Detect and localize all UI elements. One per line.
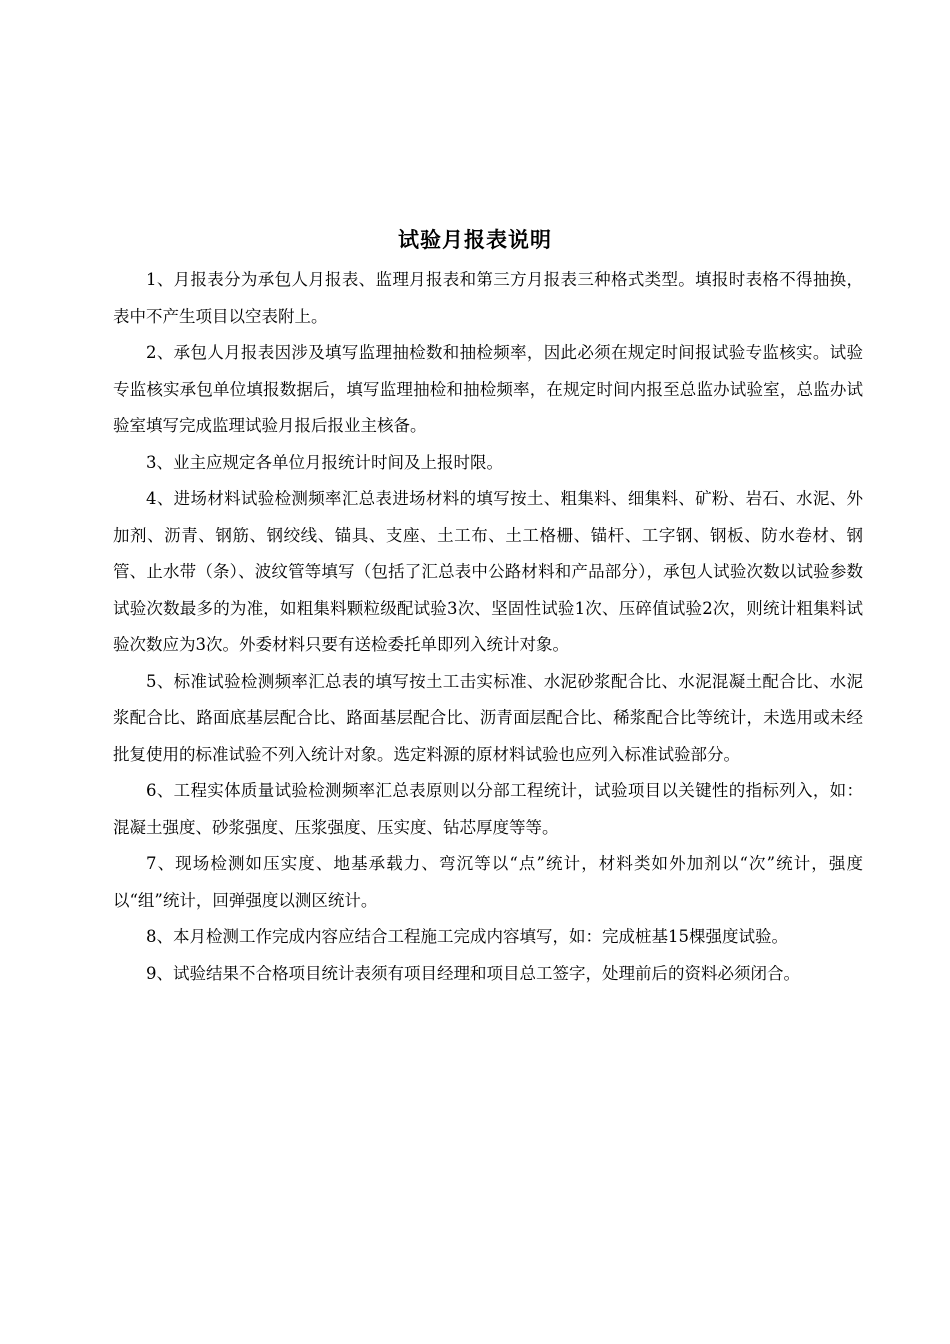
paragraph-1: 1、月报表分为承包人月报表、监理月报表和第三方月报表三种格式类型。填报时表格不得抽换，表中不产生项目以空表附上。 (113, 270, 863, 326)
paragraph-3: 3、业主应规定各单位月报统计时间及上报时限。 (146, 452, 503, 472)
paragraph-6: 6、工程实体质量试验检测频率汇总表原则以分部工程统计，试验项目以关键性的指标列入，如：混凝土强度、砂浆强度、压浆强度、压实度、钻芯厚度等等。 (113, 781, 863, 837)
paragraph-4: 4、进场材料试验检测频率汇总表进场材料的填写按土、粗集料、细集料、矿粉、岩石、水泥、外加剂、沥青、钢筋、钢绞线、锚具、支座、土工布、土工格栅、锚杆、工字钢、钢板、防水卷材、钢管、止水带（条）、波纹管等填写（包括了汇总表中公路材料和产品部分），承包人试验次数以试验参数试验次数最多的为准，如粗集料颗粒级配试验3次、坚固性试验1次、压碎值试验2次，则统计粗集料试验次数应为3次。外委材料只要有送检委托单即列入统计对象。 (113, 489, 863, 654)
document-title: 试验月报表说明 (398, 227, 552, 252)
paragraph-8: 8、本月检测工作完成内容应结合工程施工完成内容填写，如：完成桩基15棵强度试验。 (146, 927, 788, 946)
paragraph-5: 5、标准试验检测频率汇总表的填写按土工击实标准、水泥砂浆配合比、水泥混凝土配合比、水泥浆配合比、路面底基层配合比、路面基层配合比、沥青面层配合比、稀浆配合比等统计，未选用或未经批复使用的标准试验不列入统计对象。选定料源的原材料试验也应列入标准试验部分。 (113, 671, 863, 764)
paragraph-7: 7、现场检测如压实度、地基承载力、弯沉等以“点”统计，材料类如外加剂以“次”统计，强度以“组”统计，回弹强度以测区统计。 (113, 854, 863, 910)
paragraph-2: 2、承包人月报表因涉及填写监理抽检数和抽检频率，因此必须在规定时间报试验专监核实。试验专监核实承包单位填报数据后，填写监理抽检和抽检频率，在规定时间内报至总监办试验室，总监办试验室填写完成监理试验月报后报业主核备。 (113, 343, 863, 435)
paragraph-9: 9、试验结果不合格项目统计表须有项目经理和项目总工签字，处理前后的资料必须闭合。 (146, 963, 800, 983)
document-body (113, 262, 863, 992)
